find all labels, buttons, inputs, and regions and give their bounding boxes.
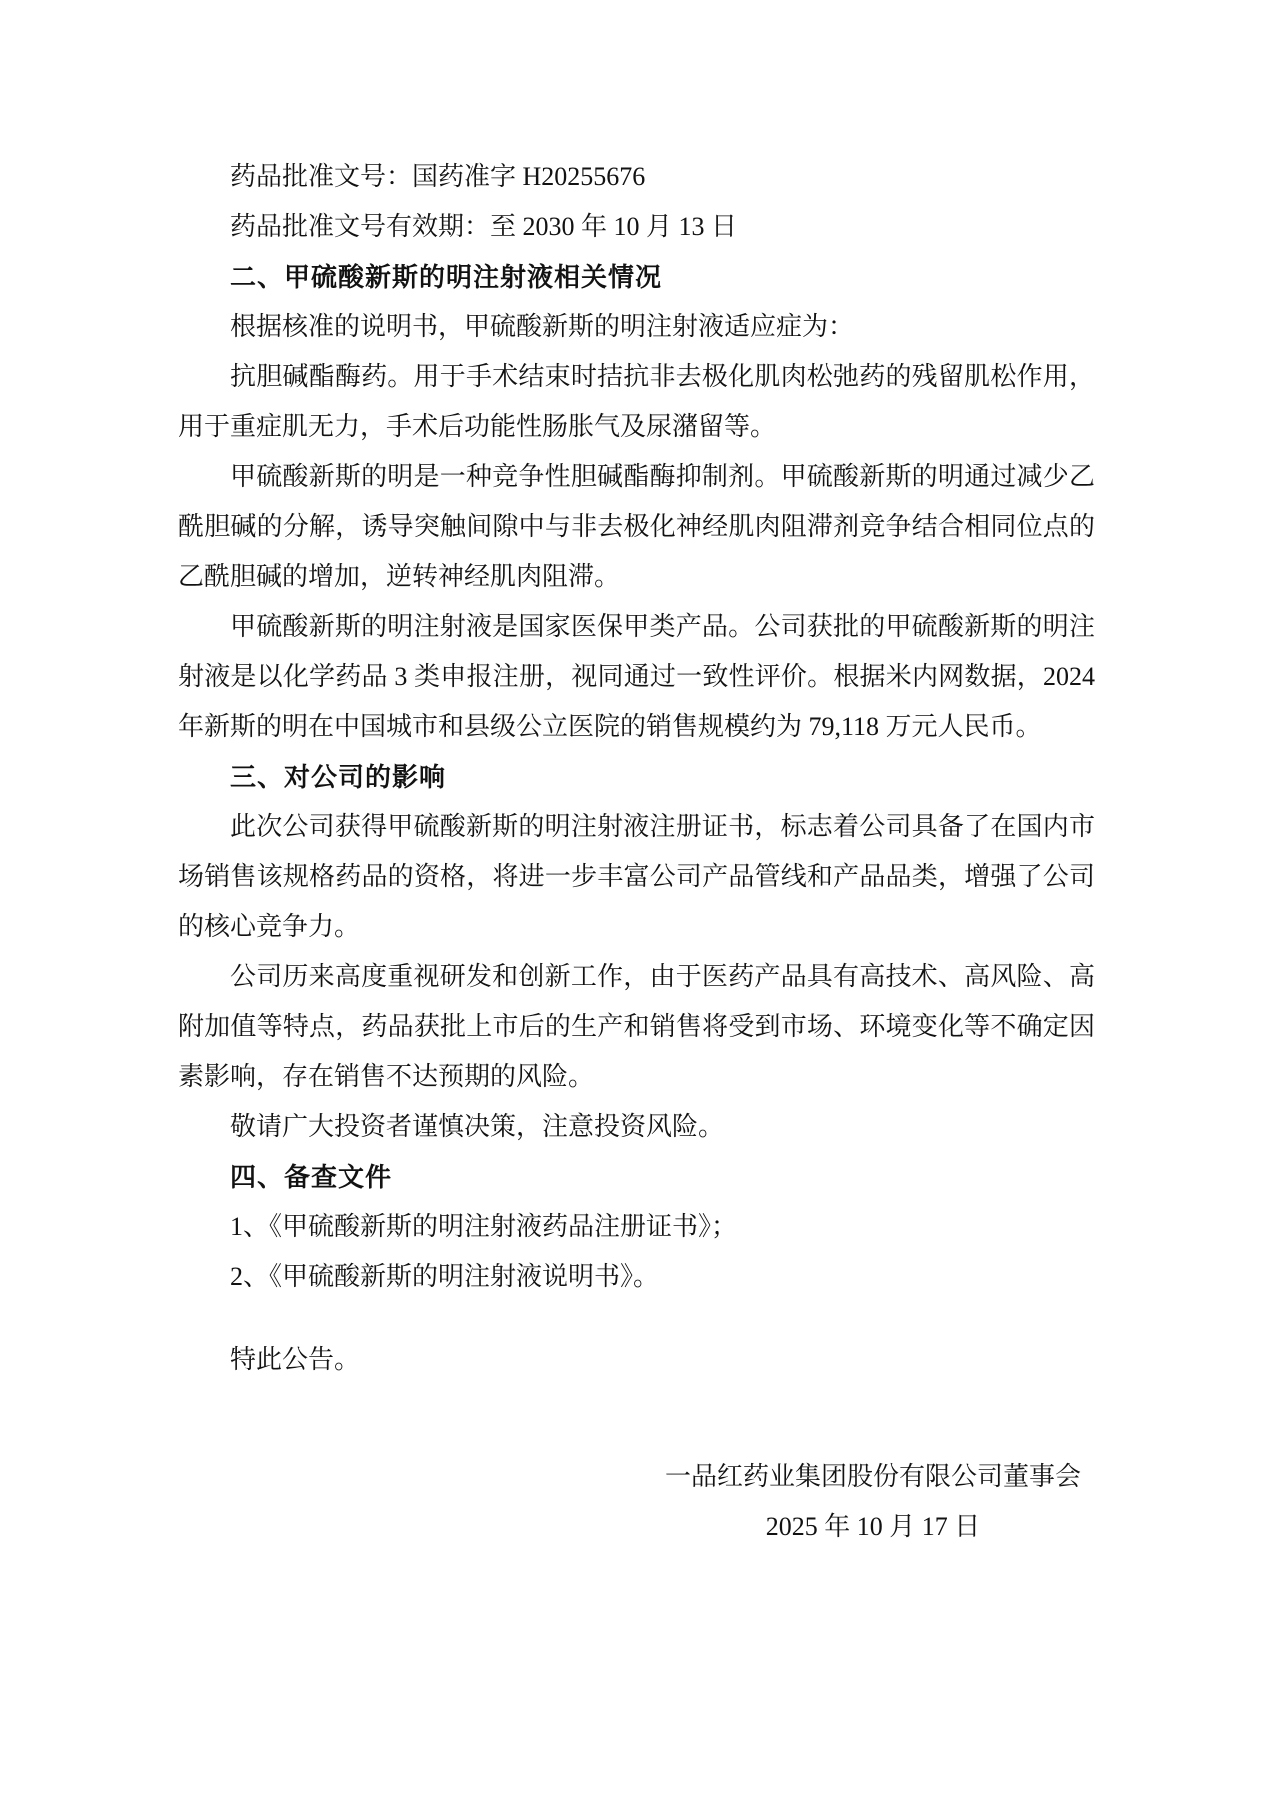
section-heading-2: 二、甲硫酸新斯的明注射液相关情况 <box>230 262 663 292</box>
reference-document-2: 2、《甲硫酸新斯的明注射液说明书》。 <box>230 1262 660 1291</box>
drug-approval-number: 药品批准文号：国药准字 H20255676 <box>230 162 646 191</box>
reference-document-1: 1、《甲硫酸新斯的明注射液药品注册证书》； <box>230 1212 738 1241</box>
signature-date: 2025 年 10 月 17 日 <box>765 1512 981 1541</box>
closing-statement: 特此公告。 <box>230 1345 361 1374</box>
section2-paragraph-2: 抗胆碱酯酶药。用于手术结束时拮抗非去极化肌肉松弛药的残留肌松作用，用于重症肌无力，手术后功能性肠胀气及尿潴留等。 <box>178 362 1095 441</box>
section2-paragraph-3: 甲硫酸新斯的明是一种竞争性胆碱酯酶抑制剂。甲硫酸新斯的明通过减少乙酰胆碱的分解，诱导突触间隙中与非去极化神经肌肉阻滞剂竞争结合相同位点的乙酰胆碱的增加，逆转神经肌肉阻滞。 <box>178 462 1095 591</box>
section2-paragraph-4: 甲硫酸新斯的明注射液是国家医保甲类产品。公司获批的甲硫酸新斯的明注射液是以化学药品 3 类申报注册，视同通过一致性评价。根据米内网数据，2024 年新斯的明在中国城市和县级公立医院的销售规模约为 79,118 万元人民币。 <box>178 612 1095 741</box>
drug-approval-validity: 药品批准文号有效期：至 2030 年 10 月 13 日 <box>230 212 738 241</box>
signature-inner <box>665 1452 1081 1552</box>
section3-paragraph-1: 此次公司获得甲硫酸新斯的明注射液注册证书，标志着公司具备了在国内市场销售该规格药品的资格，将进一步丰富公司产品管线和产品品类，增强了公司的核心竞争力。 <box>178 812 1095 941</box>
signature-company: 一品红药业集团股份有限公司董事会 <box>664 1462 1081 1491</box>
section3-paragraph-3: 敬请广大投资者谨慎决策，注意投资风险。 <box>230 1112 725 1141</box>
section2-paragraph-1: 根据核准的说明书，甲硫酸新斯的明注射液适应症为： <box>230 312 855 341</box>
section-heading-3: 三、对公司的影响 <box>230 762 447 792</box>
section3-paragraph-2: 公司历来高度重视研发和创新工作，由于医药产品具有高技术、高风险、高附加值等特点，药品获批上市后的生产和销售将受到市场、环境变化等不确定因素影响，存在销售不达预期的风险。 <box>178 962 1095 1091</box>
signature-block <box>178 1452 1095 1552</box>
section-heading-4: 四、备查文件 <box>230 1162 393 1192</box>
